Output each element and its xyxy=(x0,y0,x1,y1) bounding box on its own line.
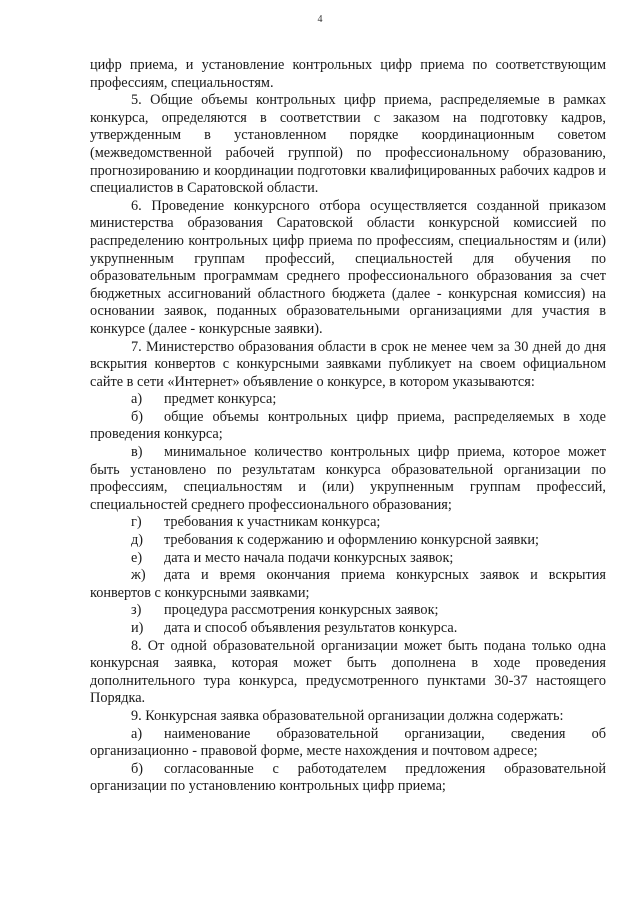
list-item: а) наименование образовательной организации, сведения об организационно - правовой форме, месте нахождения и почтовом адресе; xyxy=(90,725,606,760)
list-item: и) дата и способ объявления результатов конкурса. xyxy=(131,620,458,636)
list-item: з) процедура рассмотрения конкурсных заявок; xyxy=(131,602,439,619)
paragraph-7: 7. Министерство образования области в срок не менее чем за 30 дней до дня вскрытия конвертов с конкурсными заявками публикует на своем официальном сайте в сети «Интернет» объявление о конкурсе, в котором указываются: xyxy=(90,338,606,390)
page-number: 4 xyxy=(317,14,323,25)
paragraph-6: 6. Проведение конкурсного отбора осуществляется созданной приказом министерства образования Саратовской области конкурсной комиссией по распределению контрольных цифр приема по профессиям, специальностям и (или) укрупненным группам профессий, специальностей для обучения по образовательным программам среднего профессионального образования за счет бюджетных ассигнований областного бюджета (далее - конкурсная комиссия) на основании заявок, поданных образовательными организациями для участия в конкурсе (далее - конкурсные заявки). xyxy=(90,197,606,337)
list-item: в) минимальное количество контрольных цифр приема, которое может быть установлено по результатам конкурса образовательной организации по профессиям, специальностям и (или) укрупненным группам профессий, специальностей среднего профессионального образования; xyxy=(90,444,606,513)
list-item: б) общие объемы контрольных цифр приема, распределяемых в ходе проведения конкурса; xyxy=(90,408,606,443)
list-item: ж) дата и время окончания приема конкурсных заявок и вскрытия конвертов с конкурсными заявками; xyxy=(90,567,606,601)
list-item: б) согласованные с работодателем предложения образовательной организации по установлению контрольных цифр приема; xyxy=(90,760,606,795)
document-body xyxy=(90,57,606,796)
list-item: г) требования к участникам конкурса; xyxy=(131,514,381,531)
paragraph-continuation: цифр приема, и установление контрольных цифр приема по соответствующим профессиям, специальностям. xyxy=(90,57,606,91)
paragraph-5: 5. Общие объемы контрольных цифр приема, распределяемые в рамках конкурса, определяются в соответствии с заказом на подготовку кадров, утвержденным в установленном порядке координационным советом (межведомственной рабочей группой) по профессиональному образованию, прогнозированию и координации подготовки квалифицированных рабочих кадров и специалистов в Саратовской области. xyxy=(90,92,606,197)
list-item: а) предмет конкурса; xyxy=(131,391,277,408)
list-item: е) дата и место начала подачи конкурсных заявок; xyxy=(131,549,454,566)
paragraph-9: 9. Конкурсная заявка образовательной организации должна содержать: xyxy=(131,707,564,724)
paragraph-8: 8. От одной образовательной организации может быть подана только одна конкурсная заявка, которая может быть дополнена в ходе проведения дополнительного тура конкурса, предусмотренного пунктами 30-37 настоящего Порядка. xyxy=(90,637,606,707)
list-item: д) требования к содержанию и оформлению конкурсной заявки; xyxy=(131,532,539,549)
